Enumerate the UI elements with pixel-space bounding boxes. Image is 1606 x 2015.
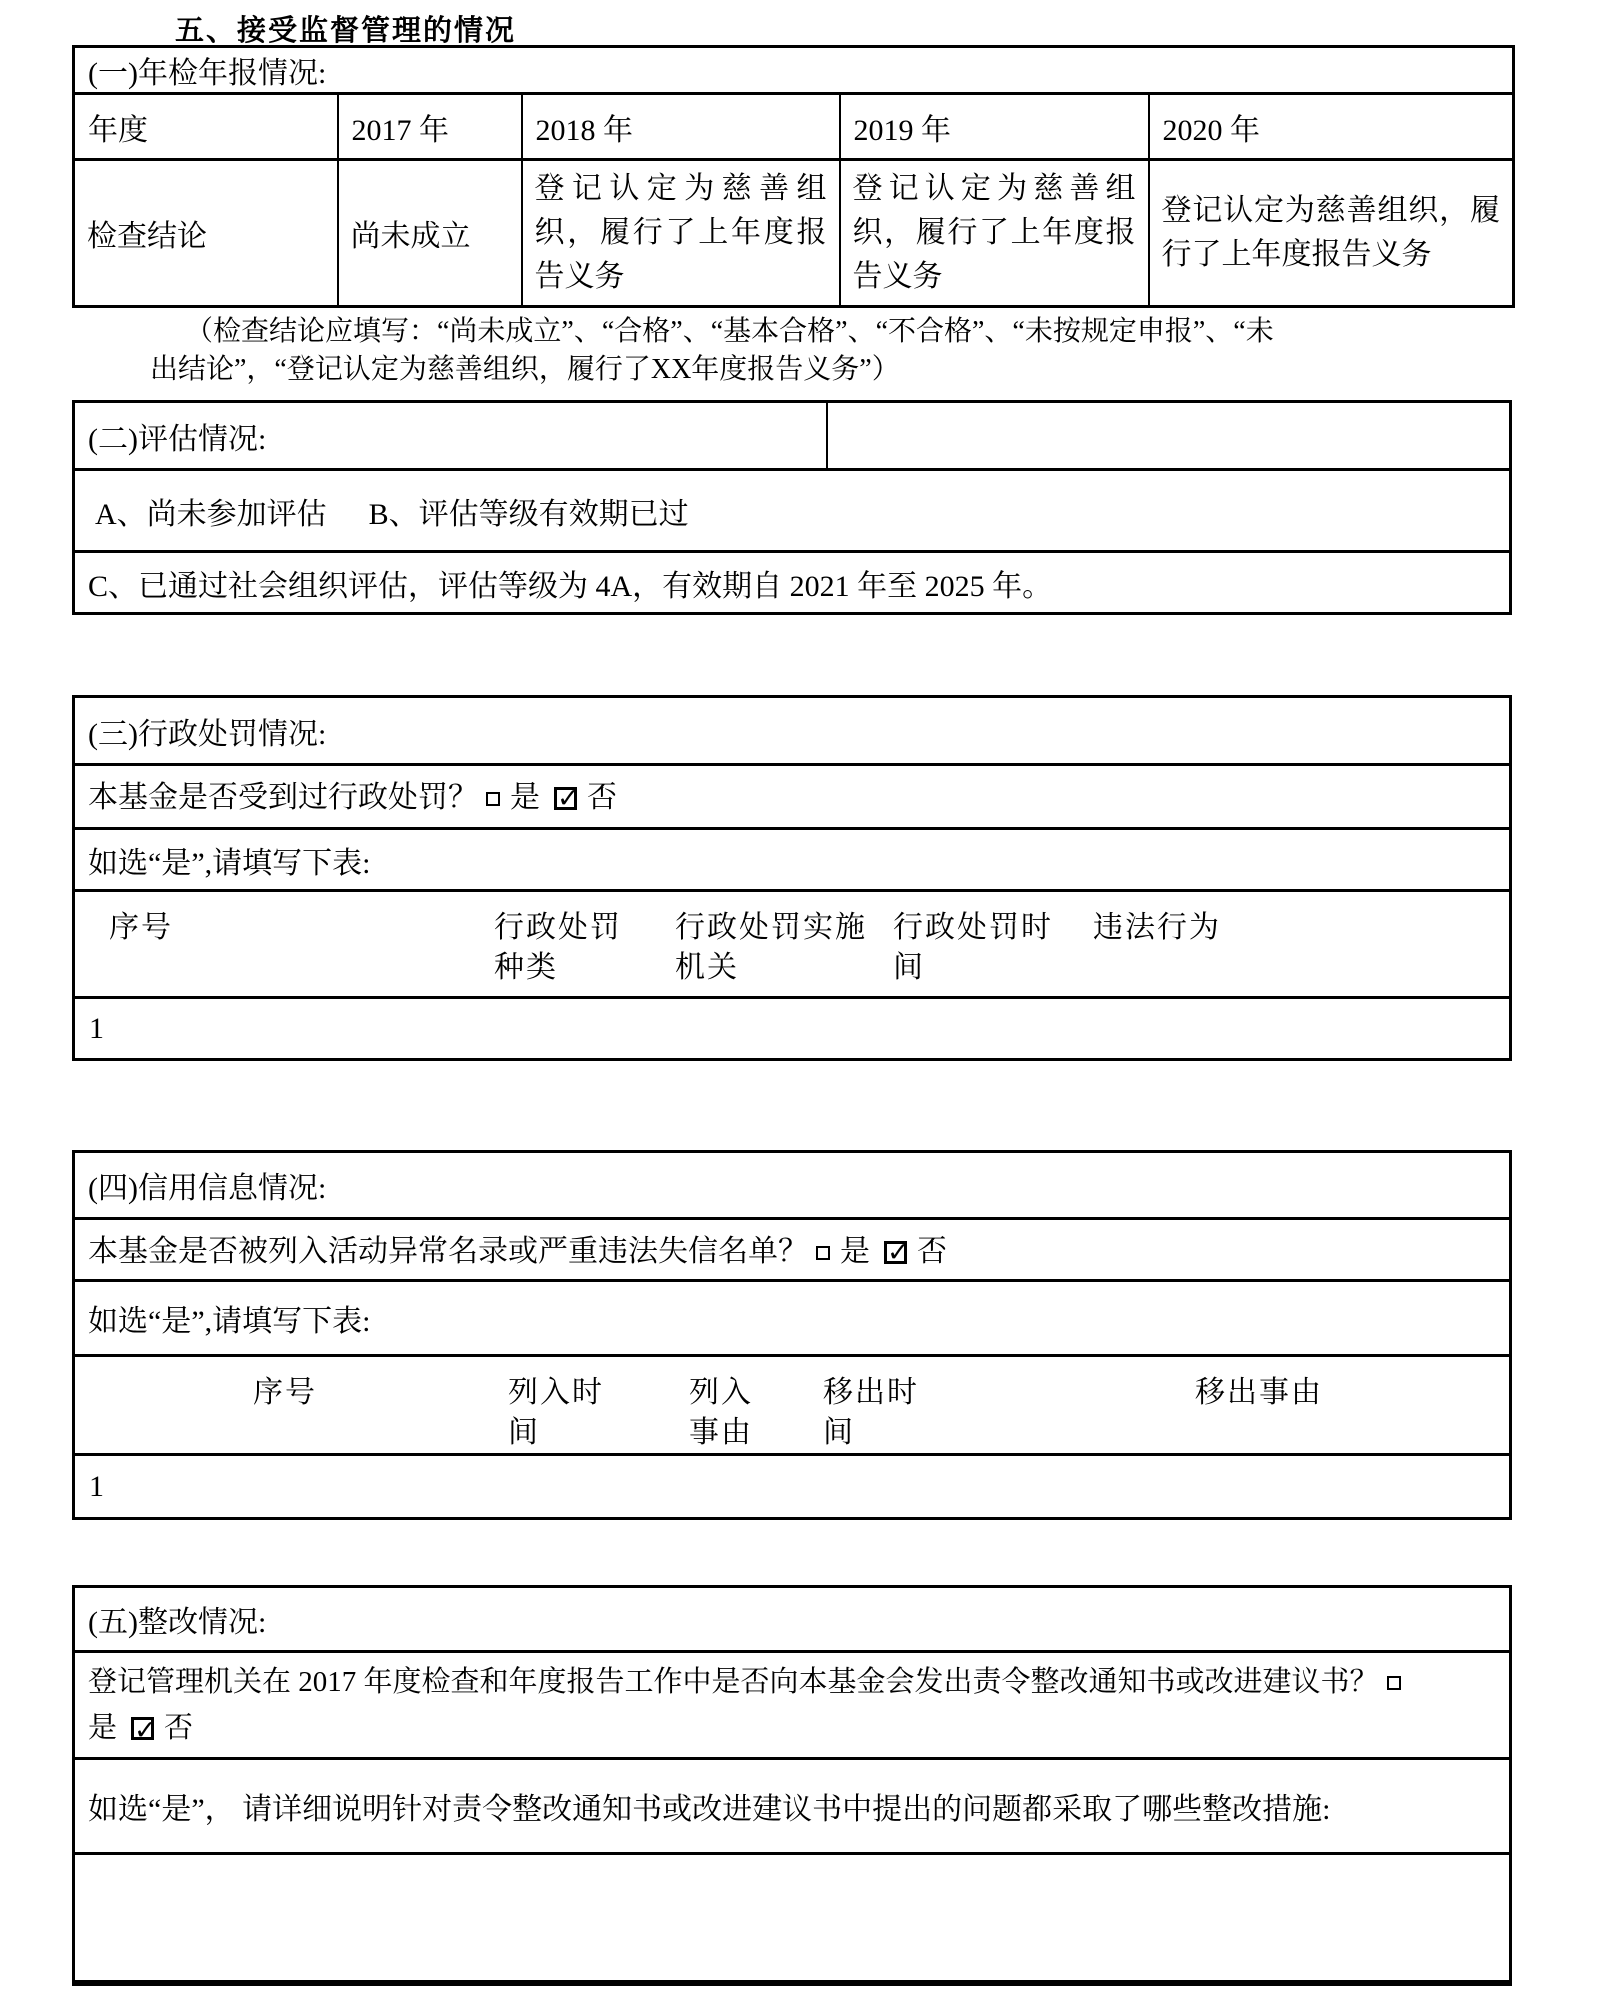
penalty-section-row	[75, 698, 1509, 763]
penalty-col-seq: 序号	[109, 911, 173, 944]
rectification-table	[72, 1585, 1512, 1986]
penalty-no-checkbox[interactable]	[554, 787, 577, 810]
conclusion-2020-cell: 登记认定为慈善组织，履行了上年度报告义务	[1149, 160, 1514, 307]
penalty-columns-header-row	[75, 889, 1509, 996]
year-2019-cell: 2019 年	[840, 94, 1149, 160]
year-2017-cell: 2017 年	[338, 94, 522, 160]
credit-col-removed-reason: 移出事由	[1195, 1376, 1323, 1409]
rectification-no-label: 否	[164, 1712, 194, 1744]
conclusion-2019-cell: 登记认定为慈善组织，履行了上年度报告义务	[840, 160, 1149, 307]
credit-yes-label: 是	[840, 1235, 870, 1268]
penalty-question: 本基金是否受到过行政处罚？	[88, 781, 478, 814]
note-line-2: 出结论”，“登记认定为慈善组织，履行了XX年度报告义务”）	[150, 354, 900, 385]
penalty-col-violation: 违法行为	[1093, 911, 1221, 944]
rectification-detail-hint: 如选“是”， 请详细说明针对责令整改通知书或改进建议书中提出的问题都采取了哪些整改措施:	[88, 1793, 1331, 1826]
penalty-fill-hint-row	[75, 827, 1509, 889]
penalty-fill-hint: 如选“是”,请填写下表:	[88, 846, 371, 880]
rectification-section-label: (五)整改情况:	[88, 1606, 267, 1639]
evaluation-section-row	[75, 403, 1509, 468]
penalty-yes-checkbox[interactable]	[486, 792, 500, 806]
credit-col-listed-reason: 列入事由	[689, 1376, 753, 1449]
credit-yes-checkbox[interactable]	[816, 1246, 830, 1260]
rectification-section-row	[75, 1588, 1509, 1650]
credit-col-seq: 序号	[253, 1376, 317, 1409]
credit-no-checkbox[interactable]	[884, 1241, 907, 1264]
credit-data-row-1	[75, 1453, 1509, 1517]
credit-question: 本基金是否被列入活动异常名录或严重违法失信名单？	[88, 1235, 808, 1268]
penalty-section-label: (三)行政处罚情况:	[88, 717, 327, 751]
admin-penalty-table	[72, 695, 1512, 1061]
rectification-detail-hint-row	[75, 1757, 1509, 1852]
credit-info-table	[72, 1150, 1512, 1520]
penalty-no-label: 否	[587, 781, 617, 814]
rectification-no-checkbox[interactable]	[131, 1717, 154, 1740]
credit-columns-header-row	[75, 1354, 1509, 1453]
rectification-yes-checkbox[interactable]	[1387, 1676, 1401, 1690]
evaluation-option-c-row	[75, 550, 1509, 612]
rectification-answer-area[interactable]	[75, 1852, 1509, 1980]
rectification-question: 登记管理机关在 2017 年度检查和年度报告工作中是否向本基金会发出责令整改通知书或改进建议书？	[88, 1666, 1379, 1698]
evaluation-options-ab-row	[75, 468, 1509, 550]
credit-section-label: (四)信用信息情况:	[88, 1172, 327, 1205]
credit-fill-hint-row	[75, 1279, 1509, 1354]
rectification-question-row	[75, 1650, 1509, 1757]
credit-col-removed-time: 移出时间	[823, 1376, 919, 1449]
credit-row-index: 1	[89, 1469, 104, 1503]
evaluation-section-label: (二)评估情况:	[75, 403, 828, 468]
penalty-row-index: 1	[89, 1011, 104, 1045]
penalty-col-agency: 行政处罚实施机关	[675, 911, 867, 984]
penalty-data-row-1	[75, 996, 1509, 1058]
year-header-cell: 年度	[74, 94, 338, 160]
evaluation-option-c: C、已通过社会组织评估，评估等级为 4A，有效期自 2021 年至 2025 年。	[88, 569, 1053, 603]
penalty-yes-label: 是	[510, 781, 540, 814]
conclusion-header-cell: 检查结论	[74, 160, 338, 307]
evaluation-empty-cell	[828, 403, 1509, 468]
evaluation-option-b: B、评估等级有效期已过	[368, 497, 689, 531]
rectification-yes-label: 是	[88, 1712, 118, 1744]
evaluation-table	[72, 400, 1512, 615]
note-line-1: （检查结论应填写：“尚未成立”、“合格”、“基本合格”、“不合格”、“未按规定申报”、“未	[185, 316, 1274, 347]
penalty-col-type: 行政处罚种类	[494, 911, 622, 984]
evaluation-option-a: A、尚未参加评估	[95, 497, 327, 531]
credit-col-listed-time: 列入时间	[508, 1376, 604, 1449]
credit-question-row	[75, 1217, 1509, 1279]
annual-section-label: (一)年检年报情况:	[74, 47, 1514, 94]
penalty-question-row	[75, 763, 1509, 827]
conclusion-fill-note	[150, 313, 1450, 389]
conclusion-2018-cell: 登记认定为慈善组织，履行了上年度报告义务	[522, 160, 840, 307]
credit-section-row	[75, 1153, 1509, 1217]
page-title: 五、接受监督管理的情况	[175, 15, 517, 47]
annual-inspection-table	[72, 45, 1515, 308]
credit-fill-hint: 如选“是”,请填写下表:	[88, 1305, 371, 1338]
year-2018-cell: 2018 年	[522, 94, 840, 160]
conclusion-2017-cell: 尚未成立	[338, 160, 522, 307]
credit-no-label: 否	[917, 1235, 947, 1268]
year-2020-cell: 2020 年	[1149, 94, 1514, 160]
penalty-col-time: 行政处罚时间	[893, 911, 1053, 984]
